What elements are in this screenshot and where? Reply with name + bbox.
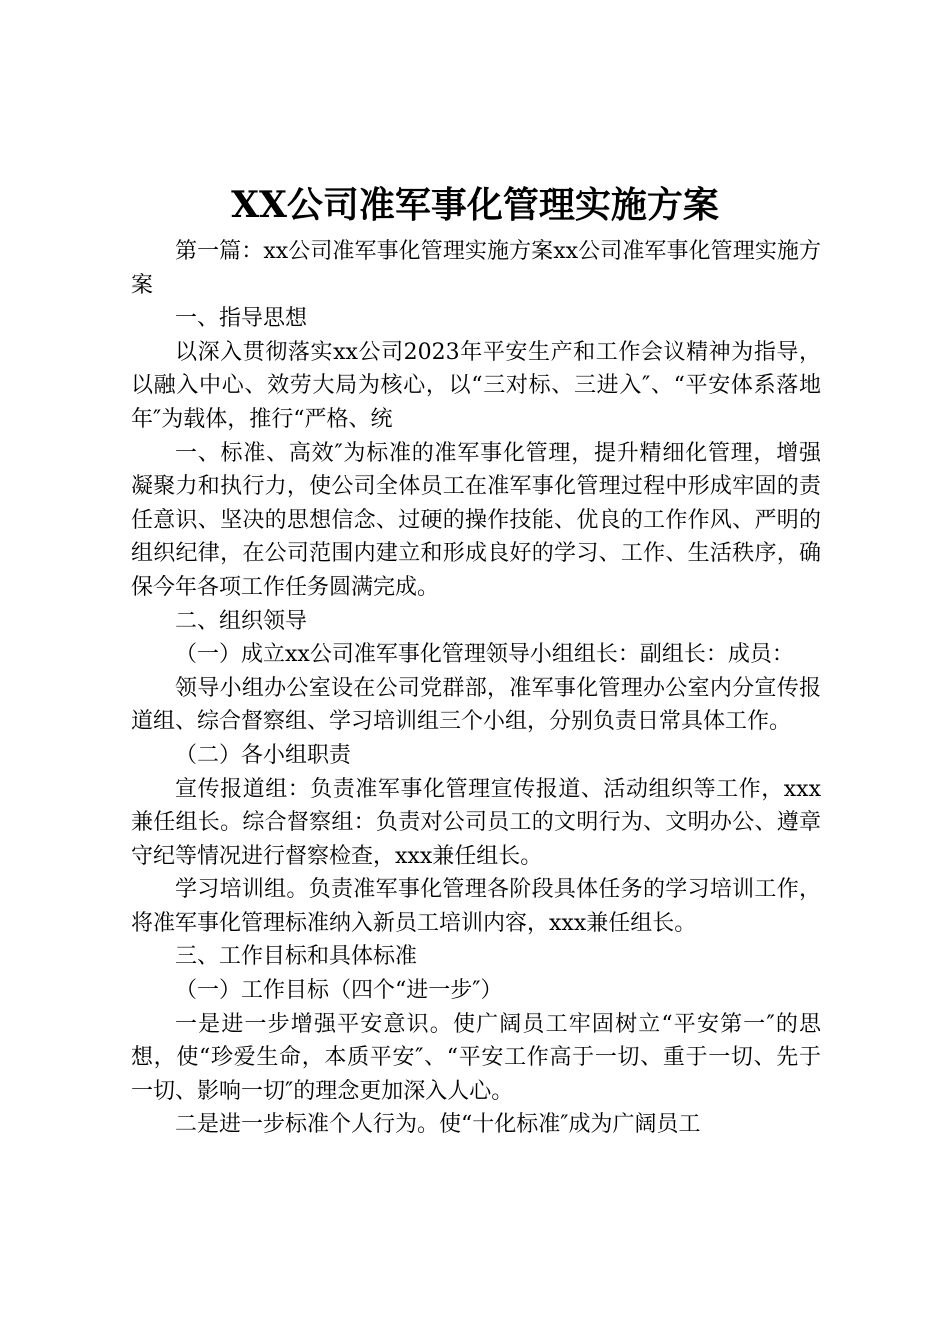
document-title: XX公司准军事化管理实施方案: [231, 184, 719, 226]
paragraph: 领导小组办公室设在公司党群部，准军事化管理办公室内分宣传报道组、综合督察组、学习培训组三个小组，分别负责日常具体工作。: [131, 675, 821, 735]
section-heading: 一、指导思想: [175, 306, 308, 332]
paragraph: 学习培训组。负责准军事化管理各阶段具体任务的学习培训工作，将准军事化管理标准纳入新员工培训内容，xxx兼任组长。: [131, 877, 821, 936]
paragraph: 一是进一步增强平安意识。使广阔员工牢固树立“平安第一″的思想，使“珍爱生命，本质平安″、“平安工作高于一切、重于一切、先于一切、影响一切″的理念更加深入人心。: [131, 1011, 821, 1104]
section-heading: 三、工作目标和具体标准: [175, 944, 418, 970]
paragraph: 一、标准、高效″为标准的准军事化管理，提升精细化管理，增强凝聚力和执行力，使公司全体员工在准军事化管理过程中形成牢固的责任意识、坚决的思想信念、过硬的操作技能、优良的工作作风、严明的组织纪律，在公司范围内建立和形成良好的学习、工作、生活秩序，确保今年各项工作任务圆满完成。: [131, 440, 821, 600]
paragraph: 以深入贯彻落实xx公司2023年平安生产和工作会议精神为指导，以融入中心、效劳大局为核心，以“三对标、三进入″、“平安体系落地年″为载体，推行“严格、统: [131, 339, 821, 432]
subsection-heading: （二）各小组职责: [175, 742, 352, 768]
section-heading: 二、组织领导: [175, 608, 308, 634]
paragraph: 二是进一步标准个人行为。使“十化标准″成为广阔员工: [175, 1112, 701, 1138]
document-body: [131, 235, 821, 1142]
paragraph: 第一篇：xx公司准军事化管理实施方案xx公司准军事化管理实施方案: [131, 239, 821, 298]
paragraph: 宣传报道组：负责准军事化管理宣传报道、活动组织等工作，xxx兼任组长。综合督察组：负责对公司员工的文明行为、文明办公、遵章守纪等情况进行督察检查，xxx兼任组长。: [131, 776, 821, 869]
subsection-heading: （一）工作目标（四个“进一步″）: [175, 978, 503, 1004]
paragraph: （一）成立xx公司准军事化管理领导小组组长：副组长：成员：: [175, 642, 794, 668]
